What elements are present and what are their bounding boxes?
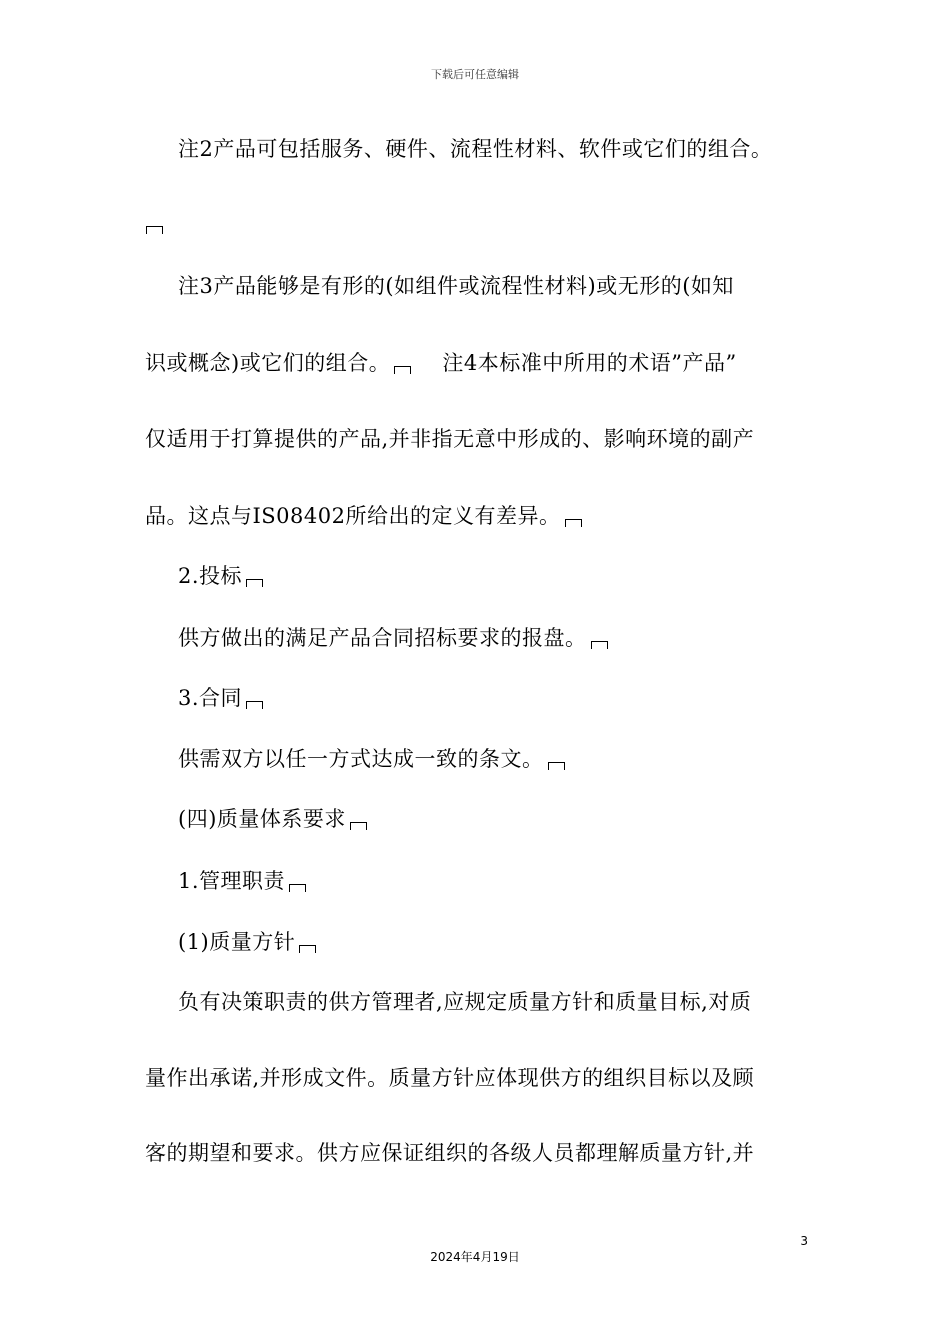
paragraph-mark-icon — [299, 945, 316, 953]
page-footer-date: 2024年4月19日 — [430, 1250, 520, 1264]
paragraph-mark-icon — [350, 822, 367, 830]
note-3-tail: 识或概念)或它们的组合。 — [145, 351, 391, 375]
paragraph-note-4-line2: 仅适用于打算提供的产品,并非指无意中形成的、影响环境的副产 — [145, 427, 755, 451]
paragraph-note-3-line1: 注3产品能够是有形的(如组件或流程性材料)或无形的(如知 — [178, 274, 734, 298]
paragraph-bid — [178, 622, 612, 652]
paragraph-policy-line2: 量作出承诺,并形成文件。质量方针应体现供方的组织目标以及顾 — [145, 1066, 755, 1090]
heading-bid — [178, 560, 267, 590]
paragraph-contract — [178, 743, 569, 773]
paragraph-mark-icon — [591, 641, 608, 649]
paragraph-note-2: 注2产品可包括服务、硬件、流程性材料、软件或它们的组合。 — [178, 137, 773, 161]
paragraph-note-3-line2 — [145, 347, 737, 377]
note-4-tail: 品。这点与IS08402所给出的定义有差异。 — [145, 504, 561, 528]
paragraph-policy-line1: 负有决策职责的供方管理者,应规定质量方针和质量目标,对质 — [178, 990, 752, 1014]
paragraph-mark-icon — [246, 579, 263, 587]
heading-bid-text: 2.投标 — [178, 564, 243, 588]
heading-quality-policy — [178, 926, 320, 956]
note-4-start: 注4本标准中所用的术语”产品” — [442, 351, 737, 375]
paragraph-note-4-line3 — [145, 500, 586, 530]
heading-section-4-text: (四)质量体系要求 — [178, 807, 346, 831]
paragraph-mark-icon — [565, 519, 582, 527]
paragraph-mark-icon — [146, 226, 163, 234]
page-header: 下载后可任意编辑 — [431, 68, 519, 81]
paragraph-mark-icon — [289, 884, 306, 892]
paragraph-policy-line3: 客的期望和要求。供方应保证组织的各级人员都理解质量方针,并 — [145, 1141, 755, 1165]
heading-management — [178, 865, 310, 895]
heading-quality-policy-text: (1)质量方针 — [178, 930, 296, 954]
heading-section-4 — [178, 803, 371, 833]
page-number: 3 — [800, 1234, 808, 1248]
heading-management-text: 1.管理职责 — [178, 869, 286, 893]
paragraph-mark-icon — [246, 701, 263, 709]
heading-contract — [178, 682, 267, 712]
paragraph-mark-icon — [548, 762, 565, 770]
paragraph-contract-text: 供需双方以任一方式达成一致的条文。 — [178, 747, 544, 771]
paragraph-mark-icon — [394, 366, 411, 374]
heading-contract-text: 3.合同 — [178, 686, 243, 710]
paragraph-bid-text: 供方做出的满足产品合同招标要求的报盘。 — [178, 626, 587, 650]
